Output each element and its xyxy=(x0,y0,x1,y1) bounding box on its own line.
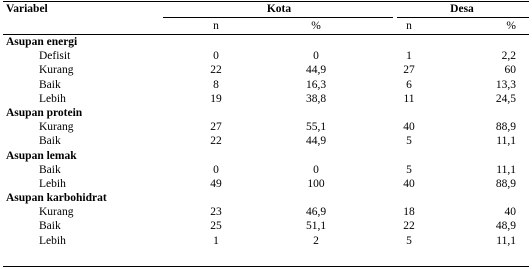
row-label: Baik xyxy=(39,135,61,148)
kota-n-cell: 23 xyxy=(210,206,222,219)
kota-n-cell: 8 xyxy=(213,78,219,91)
table-row xyxy=(3,234,529,248)
kota-pct-cell: 46,9 xyxy=(305,206,327,219)
desa-pct-cell: 11,1 xyxy=(496,234,516,247)
kota-pct-cell: 0 xyxy=(313,163,319,176)
row-label: Lebih xyxy=(39,177,66,190)
desa-n-header: n xyxy=(406,20,412,32)
table-body xyxy=(3,35,529,248)
row-label: Lebih xyxy=(39,92,66,105)
subheader-row xyxy=(3,19,529,34)
row-label: Defisit xyxy=(39,50,71,63)
kota-n-cell: 0 xyxy=(213,50,219,63)
group-title-row xyxy=(3,191,529,205)
desa-n-cell: 5 xyxy=(406,135,412,148)
table-row xyxy=(3,205,529,219)
nutrition-intake-table xyxy=(3,0,529,248)
kota-n-cell: 49 xyxy=(210,177,222,190)
table-row xyxy=(3,163,529,177)
header-desa: Desa xyxy=(450,3,474,15)
desa-n-cell: 18 xyxy=(403,206,415,219)
table-row xyxy=(3,63,529,77)
desa-pct-cell: 88,9 xyxy=(495,177,516,190)
table-row xyxy=(3,49,529,63)
table-row xyxy=(3,219,529,233)
group-title-row xyxy=(3,35,529,49)
desa-pct-cell: 88,9 xyxy=(495,121,516,134)
table-row xyxy=(3,134,529,148)
desa-pct-cell: 11,1 xyxy=(496,135,516,148)
row-label: Baik xyxy=(39,220,61,233)
kota-n-cell: 27 xyxy=(210,121,222,134)
desa-pct-cell: 40 xyxy=(504,206,516,219)
kota-n-cell: 19 xyxy=(210,92,222,105)
group-title: Asupan energi xyxy=(6,36,78,48)
row-label: Kurang xyxy=(39,64,74,77)
header-kota: Kota xyxy=(266,3,292,15)
kota-n-cell: 1 xyxy=(213,234,219,247)
kota-pct-cell: 55,1 xyxy=(305,121,327,134)
desa-pct-cell: 60 xyxy=(504,64,516,77)
desa-header-rule xyxy=(397,17,529,18)
kota-pct-cell: 100 xyxy=(307,177,325,190)
group-title: Asupan lemak xyxy=(6,149,77,162)
desa-n-cell: 40 xyxy=(403,121,415,134)
kota-n-cell: 25 xyxy=(210,220,222,233)
desa-n-cell: 5 xyxy=(406,234,412,247)
row-label: Baik xyxy=(39,163,61,176)
desa-pct-header: % xyxy=(506,20,516,32)
desa-pct-cell: 24,5 xyxy=(495,92,516,105)
desa-n-cell: 27 xyxy=(403,64,415,77)
kota-n-cell: 22 xyxy=(210,135,222,148)
kota-n-cell: 0 xyxy=(213,163,219,176)
table-row xyxy=(3,92,529,106)
group-title: Asupan protein xyxy=(6,106,83,119)
desa-pct-cell: 13,3 xyxy=(495,78,516,91)
kota-pct-cell: 51,1 xyxy=(305,220,327,233)
kota-header-rule xyxy=(163,17,393,18)
kota-pct-cell: 16,3 xyxy=(305,78,327,91)
group-title-row xyxy=(3,106,529,120)
header-row xyxy=(3,2,529,17)
desa-pct-cell: 2,2 xyxy=(501,50,516,63)
kota-pct-cell: 2 xyxy=(313,234,319,247)
row-label: Kurang xyxy=(39,206,74,219)
table-row xyxy=(3,78,529,92)
header-variable: Variabel xyxy=(6,3,48,15)
kota-pct-cell: 44,9 xyxy=(305,135,327,148)
kota-pct-header: % xyxy=(311,20,321,32)
kota-pct-cell: 44,9 xyxy=(305,64,327,77)
desa-n-cell: 22 xyxy=(403,220,415,233)
desa-n-cell: 11 xyxy=(403,92,415,105)
kota-n-header: n xyxy=(213,20,219,32)
desa-n-cell: 5 xyxy=(406,163,412,176)
bottom-rule xyxy=(3,266,529,267)
row-label: Kurang xyxy=(39,121,74,134)
group-title: Asupan karbohidrat xyxy=(6,192,107,205)
kota-n-cell: 22 xyxy=(210,64,222,77)
table-row xyxy=(3,177,529,191)
desa-pct-cell: 11,1 xyxy=(496,163,516,176)
table-row xyxy=(3,120,529,134)
desa-pct-cell: 48,9 xyxy=(495,220,516,233)
row-label: Lebih xyxy=(39,234,66,247)
desa-n-cell: 40 xyxy=(403,177,415,190)
kota-pct-cell: 38,8 xyxy=(305,92,327,105)
group-title-row xyxy=(3,149,529,163)
desa-n-cell: 6 xyxy=(406,78,412,91)
kota-pct-cell: 0 xyxy=(313,50,319,63)
row-label: Baik xyxy=(39,78,61,91)
desa-n-cell: 1 xyxy=(406,50,412,63)
